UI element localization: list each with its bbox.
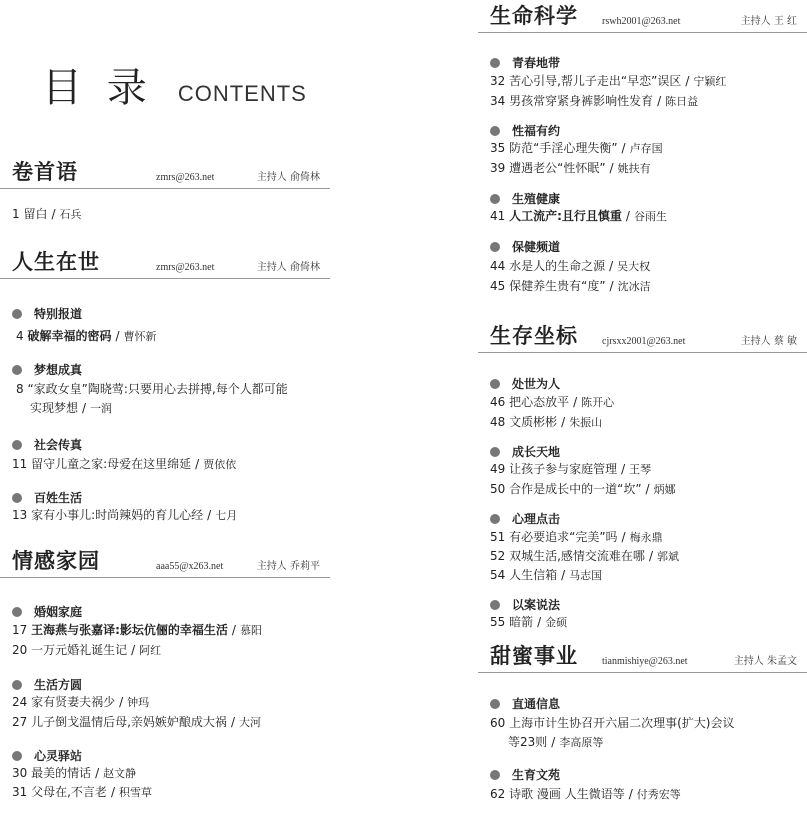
bullet-dot-icon xyxy=(12,751,22,761)
entry-author: 沈冰洁 xyxy=(617,280,651,293)
entry-title[interactable]: 把心态放平 xyxy=(509,395,570,409)
section-host: 主持人 俞倚林 xyxy=(256,172,320,183)
entry-author: 贾依依 xyxy=(203,458,237,471)
slash-separator: / xyxy=(621,530,626,544)
contents-title-zh: 目 录 xyxy=(42,65,153,111)
entry-title[interactable]: 留守儿童之家:母爱在这里绵延 xyxy=(31,457,192,471)
section-rule xyxy=(478,324,807,353)
entry-author: 陈开心 xyxy=(581,396,615,409)
category-name: 直通信息 xyxy=(512,697,561,711)
entry-title[interactable]: 留白 xyxy=(23,207,48,221)
page-number: 55 xyxy=(490,615,506,629)
category-heading xyxy=(490,695,560,713)
entry-author: 姚扶有 xyxy=(617,162,651,175)
category-name: 处世为人 xyxy=(512,377,561,391)
page-number: 52 xyxy=(490,549,506,563)
bullet-dot-icon xyxy=(490,126,500,136)
entry-author: 李高原等 xyxy=(559,736,604,749)
entry-title[interactable]: 双城生活,感情交流难在哪 xyxy=(509,549,645,563)
toc-entry[interactable] xyxy=(490,565,803,586)
page-number: 20 xyxy=(12,643,28,657)
entry-title[interactable]: 遭遇老公“性怀眠” xyxy=(509,161,606,175)
slash-separator: / xyxy=(561,415,566,429)
entry-author: 金硕 xyxy=(545,616,568,629)
page-number: 49 xyxy=(490,462,506,476)
slash-separator: / xyxy=(207,508,212,522)
slash-separator: / xyxy=(110,785,115,799)
bullet-dot-icon xyxy=(490,770,500,780)
entry-title-continued[interactable]: 等23则 xyxy=(508,735,548,749)
entry-title[interactable]: 苦心引导,帮儿子走出“早恋”误区 xyxy=(509,74,682,88)
category-heading xyxy=(490,54,560,72)
page-number: 13 xyxy=(12,508,28,522)
toc-entry-continued[interactable] xyxy=(508,732,803,753)
entry-title[interactable]: 人生信箱 xyxy=(509,568,558,582)
entry-title[interactable]: 暗箭 xyxy=(509,615,534,629)
section-title: 人生在世 xyxy=(12,249,100,274)
page-number: 41 xyxy=(490,209,506,223)
toc-entry[interactable] xyxy=(490,546,803,567)
entry-author: 钟玛 xyxy=(127,696,150,709)
toc-entry[interactable] xyxy=(490,206,803,227)
page-number: 48 xyxy=(490,415,506,429)
toc-entry[interactable] xyxy=(12,712,326,733)
entry-author: 卢存国 xyxy=(629,142,663,155)
category-name: 心灵驿站 xyxy=(34,749,83,763)
slash-separator: / xyxy=(195,457,200,471)
entry-title[interactable]: 保健养生贵有“度” xyxy=(509,279,606,293)
section-email: zmrs@263.net xyxy=(156,172,215,183)
section-header xyxy=(478,4,807,33)
section-email: cjrsxx2001@263.net xyxy=(602,336,686,347)
section-title: 生存坐标 xyxy=(490,323,578,348)
toc-entry[interactable] xyxy=(490,479,803,500)
toc-entry[interactable] xyxy=(12,454,326,475)
category-heading xyxy=(490,510,560,528)
page-number: 34 xyxy=(490,94,506,108)
slash-separator: / xyxy=(609,161,614,175)
bullet-dot-icon xyxy=(12,440,22,450)
toc-entry[interactable] xyxy=(490,91,803,112)
toc-entry[interactable] xyxy=(490,392,803,413)
category-name: 青春地带 xyxy=(512,56,561,70)
slash-separator: / xyxy=(131,643,136,657)
page-number: 54 xyxy=(490,568,506,582)
page-number: 51 xyxy=(490,530,506,544)
slash-separator: / xyxy=(573,395,578,409)
section-host: 主持人 俞倚林 xyxy=(256,262,320,273)
section-header xyxy=(0,549,330,578)
page-number: 50 xyxy=(490,482,506,496)
bullet-dot-icon xyxy=(12,680,22,690)
slash-separator: / xyxy=(625,209,630,223)
bullet-dot-icon xyxy=(12,309,22,319)
category-heading xyxy=(12,603,82,621)
section-rule xyxy=(478,644,807,673)
entry-author: 大河 xyxy=(238,716,261,729)
slash-separator: / xyxy=(621,462,626,476)
entry-title[interactable]: 诗歌 漫画 人生微语等 xyxy=(509,787,625,801)
category-name: 心理点击 xyxy=(512,512,561,526)
entry-author: 付秀宏等 xyxy=(636,788,681,801)
toc-entry[interactable] xyxy=(12,692,326,713)
slash-separator: / xyxy=(82,401,87,415)
section-header xyxy=(478,324,807,353)
bullet-dot-icon xyxy=(490,58,500,68)
entry-title[interactable]: 有必要追求“完美”吗 xyxy=(509,530,618,544)
section-host: 主持人 乔莉平 xyxy=(256,561,320,572)
section-host: 主持人 朱孟文 xyxy=(733,656,797,667)
bullet-dot-icon xyxy=(490,447,500,457)
entry-title[interactable]: 破解幸福的密码 xyxy=(27,329,112,343)
toc-entry[interactable] xyxy=(12,379,326,399)
contents-title-en: CONTENTS xyxy=(177,81,307,106)
entry-author: 一润 xyxy=(90,402,113,415)
toc-entry[interactable] xyxy=(12,763,326,784)
section-rule xyxy=(0,160,330,189)
toc-entry[interactable] xyxy=(12,204,326,225)
bullet-dot-icon xyxy=(490,194,500,204)
toc-entry[interactable] xyxy=(12,782,326,803)
entry-author: 梅永鼎 xyxy=(629,531,663,544)
section-title: 生命科学 xyxy=(490,3,578,28)
page-number: 8 xyxy=(16,382,24,396)
bullet-dot-icon xyxy=(490,242,500,252)
category-heading xyxy=(12,305,82,323)
section-rule xyxy=(478,4,807,33)
entry-author: 七月 xyxy=(215,509,238,522)
page-number: 44 xyxy=(490,259,506,273)
category-name: 以案说法 xyxy=(512,598,561,612)
toc-entry-continued[interactable] xyxy=(30,398,326,419)
category-heading xyxy=(490,238,560,256)
bullet-dot-icon xyxy=(12,607,22,617)
entry-author: 吴大权 xyxy=(617,260,651,273)
slash-separator: / xyxy=(645,482,650,496)
entry-author: 赵文静 xyxy=(103,767,137,780)
section-email: zmrs@263.net xyxy=(156,262,215,273)
page-number: 35 xyxy=(490,141,506,155)
bullet-dot-icon xyxy=(12,493,22,503)
page-number: 60 xyxy=(490,716,506,730)
section-rule xyxy=(0,250,330,279)
slash-separator: / xyxy=(95,766,100,780)
toc-entry[interactable] xyxy=(490,412,803,433)
page-number: 62 xyxy=(490,787,506,801)
entry-title[interactable]: 水是人的生命之源 xyxy=(509,259,606,273)
slash-separator: / xyxy=(609,259,614,273)
entry-title[interactable]: 家有小事儿:时尚辣妈的育儿心经 xyxy=(31,508,204,522)
bullet-dot-icon xyxy=(12,365,22,375)
toc-entry[interactable] xyxy=(490,612,803,633)
category-name: 特别报道 xyxy=(34,307,83,321)
section-title: 情感家园 xyxy=(12,548,100,573)
slash-separator: / xyxy=(51,207,56,221)
entry-title[interactable]: 合作是成长中的一道“坎” xyxy=(509,482,642,496)
page-number: 39 xyxy=(490,161,506,175)
toc-entry[interactable] xyxy=(490,459,803,480)
category-name: 梦想成真 xyxy=(34,363,83,377)
slash-separator: / xyxy=(609,279,614,293)
entry-title[interactable]: 最美的情话 xyxy=(31,766,92,780)
toc-entry[interactable] xyxy=(490,713,803,733)
entry-author: 宁颖红 xyxy=(693,75,727,88)
entry-author: 慕阳 xyxy=(239,624,262,637)
slash-separator: / xyxy=(119,695,124,709)
entry-author: 曹怀新 xyxy=(123,330,157,343)
entry-author: 谷雨生 xyxy=(633,210,667,223)
bullet-dot-icon xyxy=(490,600,500,610)
section-host: 主持人 蔡 敏 xyxy=(740,336,797,347)
slash-separator: / xyxy=(685,74,690,88)
entry-author: 炳娜 xyxy=(653,483,676,496)
entry-author: 阿红 xyxy=(139,644,162,657)
category-heading xyxy=(12,361,82,379)
toc-entry[interactable] xyxy=(490,138,803,159)
section-header xyxy=(0,160,330,189)
entry-title[interactable]: 一万元婚礼诞生记 xyxy=(31,643,128,657)
slash-separator: / xyxy=(537,615,542,629)
slash-separator: / xyxy=(115,329,120,343)
entry-author: 陈日益 xyxy=(665,95,699,108)
category-name: 性福有约 xyxy=(512,124,561,138)
slash-separator: / xyxy=(628,787,633,801)
page-number: 24 xyxy=(12,695,28,709)
category-name: 婚姻家庭 xyxy=(34,605,83,619)
toc-entry[interactable] xyxy=(12,640,326,661)
bullet-dot-icon xyxy=(490,379,500,389)
slash-separator: / xyxy=(648,549,653,563)
toc-entry[interactable] xyxy=(490,276,803,297)
entry-title[interactable]: 文质彬彬 xyxy=(509,415,558,429)
entry-title[interactable]: 人工流产:且行且慎重 xyxy=(509,209,622,223)
section-header xyxy=(0,250,330,279)
toc-entry[interactable] xyxy=(12,326,326,347)
entry-title[interactable]: 王海燕与张嘉译:影坛伉俪的幸福生活 xyxy=(31,623,228,637)
entry-title[interactable]: 儿子倒戈温情后母,亲妈嫉妒酿成大祸 xyxy=(31,715,227,729)
entry-title[interactable]: 让孩子参与家庭管理 xyxy=(509,462,618,476)
category-name: 生活方圆 xyxy=(34,678,83,692)
masthead xyxy=(42,56,307,113)
entry-title[interactable]: 家有贤妻夫祸少 xyxy=(31,695,116,709)
section-email: tianmishiye@263.net xyxy=(602,656,688,667)
category-name: 生育文苑 xyxy=(512,768,561,782)
section-header xyxy=(478,644,807,673)
section-email: rswh2001@263.net xyxy=(602,16,681,27)
page-number: 17 xyxy=(12,623,28,637)
category-name: 百姓生活 xyxy=(34,491,83,505)
entry-title[interactable]: “家政女皇”陶晓莺:只要用心去拼搏,每个人都可能 xyxy=(27,382,288,396)
category-name: 生殖健康 xyxy=(512,192,561,206)
slash-separator: / xyxy=(561,568,566,582)
section-title: 甜蜜事业 xyxy=(490,643,578,668)
toc-entry[interactable] xyxy=(490,784,803,805)
entry-author: 马志国 xyxy=(569,569,603,582)
entry-author: 郭斌 xyxy=(656,550,679,563)
page-number: 4 xyxy=(16,329,24,343)
category-name: 社会传真 xyxy=(34,438,83,452)
section-rule xyxy=(0,549,330,578)
entry-title[interactable]: 上海市计生协召开六届二次理事(扩大)会议 xyxy=(509,716,735,730)
page-number: 46 xyxy=(490,395,506,409)
page-number: 1 xyxy=(12,207,20,221)
category-heading xyxy=(12,436,82,454)
page-number: 31 xyxy=(12,785,28,799)
entry-title-continued[interactable]: 实现梦想 xyxy=(30,401,79,415)
page-number: 30 xyxy=(12,766,28,780)
slash-separator: / xyxy=(657,94,662,108)
entry-author: 王琴 xyxy=(629,463,652,476)
category-heading xyxy=(490,766,560,784)
section-email: aaa55@x263.net xyxy=(156,561,224,572)
entry-author: 朱振山 xyxy=(569,416,603,429)
toc-entry[interactable] xyxy=(12,620,326,641)
page-number: 32 xyxy=(490,74,506,88)
toc-entry[interactable] xyxy=(490,158,803,179)
category-heading xyxy=(490,375,560,393)
category-name: 成长天地 xyxy=(512,445,561,459)
page-number: 27 xyxy=(12,715,28,729)
toc-entry[interactable] xyxy=(12,505,326,526)
entry-author: 积雪草 xyxy=(118,786,152,799)
section-host: 主持人 王 红 xyxy=(740,16,797,27)
bullet-dot-icon xyxy=(490,699,500,709)
toc-entry[interactable] xyxy=(490,527,803,548)
bullet-dot-icon xyxy=(490,514,500,524)
toc-entry[interactable] xyxy=(490,71,803,92)
page-number: 11 xyxy=(12,457,28,471)
slash-separator: / xyxy=(551,735,556,749)
entry-author: 石兵 xyxy=(59,208,82,221)
page-number: 45 xyxy=(490,279,506,293)
slash-separator: / xyxy=(231,623,236,637)
category-name: 保健频道 xyxy=(512,240,561,254)
entry-title[interactable]: 男孩常穿紧身裤影响性发育 xyxy=(509,94,654,108)
toc-entry[interactable] xyxy=(490,256,803,277)
section-title: 卷首语 xyxy=(12,159,78,184)
slash-separator: / xyxy=(621,141,626,155)
entry-title[interactable]: 防范“手淫心理失衡” xyxy=(509,141,618,155)
slash-separator: / xyxy=(230,715,235,729)
entry-title[interactable]: 父母在,不言老 xyxy=(31,785,107,799)
